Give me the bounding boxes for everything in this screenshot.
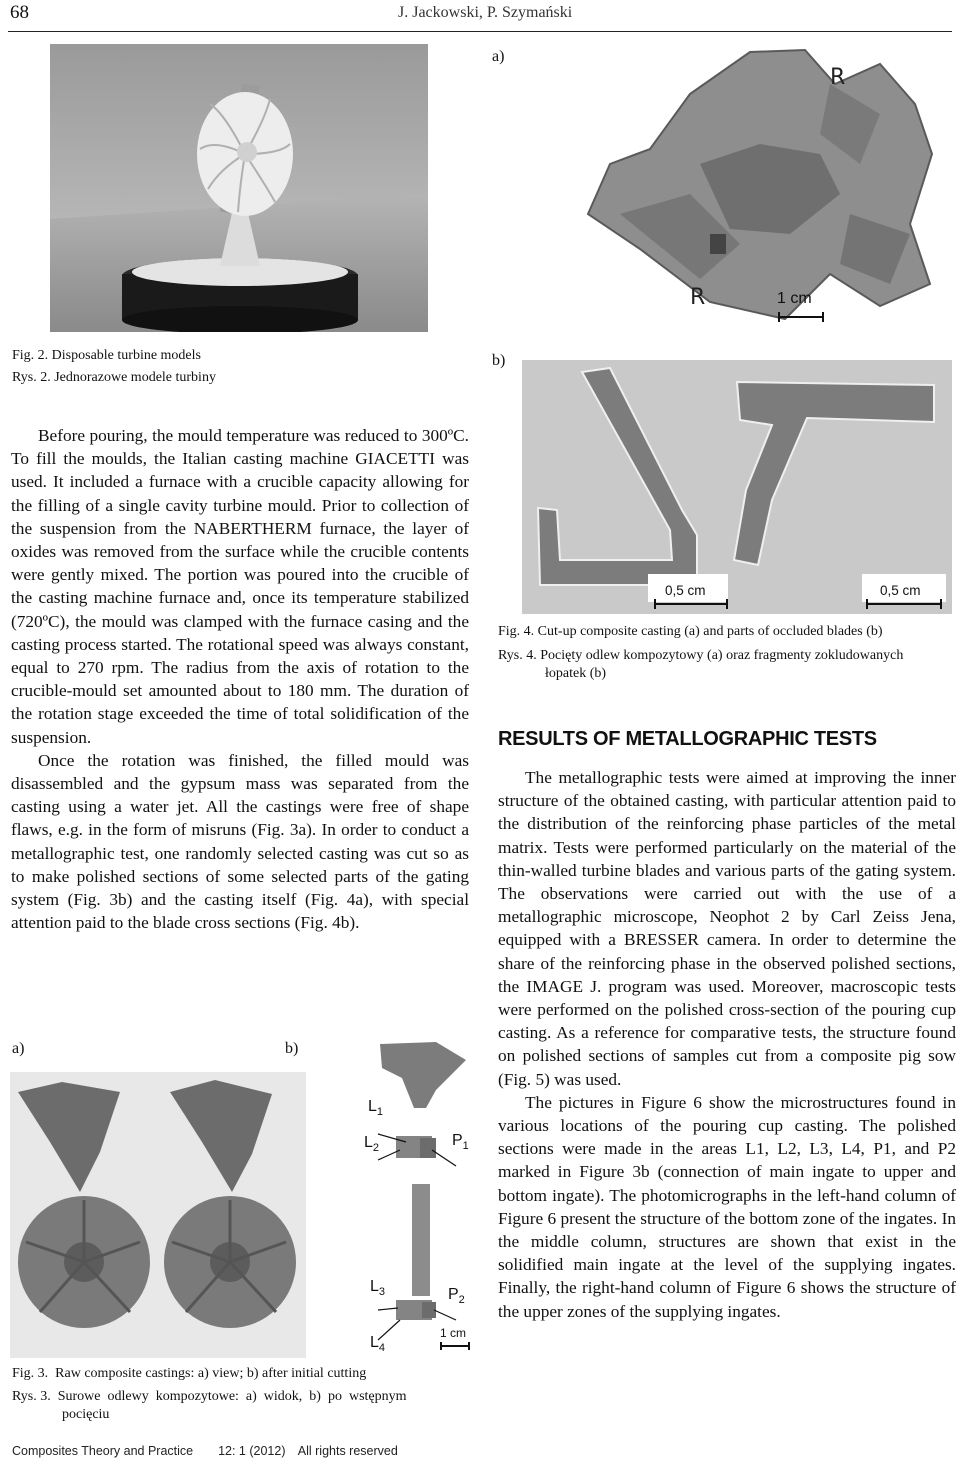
right-paragraph-2: The pictures in Figure 6 show the microstructures found in various locations of the pouring cup casting. The polished sections were made in the areas L1, L2, L3, L4, P1, and P2 marked in Figure 3b (connection of main ingate to upper and bottom ingate). The photomicrographs in the left-hand column of Figure 6 present the structure of the bottom zone of the ingates. In the middle column, structures are shown that exist in the solidified main ingate at the level of the supplying ingates. Finally, the right-hand column of Figure 6 shows the structure of the upper zones of the supplying ingates.: [498, 1092, 956, 1321]
footer-rights: All rights reserved: [297, 1444, 398, 1458]
right-column-text: [498, 766, 956, 1323]
fig2-photo: [50, 44, 428, 332]
fig3-caption-en: Fig. 3. Raw composite castings: a) view; b) after initial cutting: [12, 1366, 367, 1381]
footer: [12, 1444, 398, 1458]
fig3b-label-L2: $L_2$: [364, 1134, 380, 1155]
fig3-label-b: b): [285, 1040, 299, 1057]
left-paragraph-2: Once the rotation was finished, the filled mould was disassembled and the gypsum mass was separated from the casting using a water jet. All the castings were free of shape flaws, e.g. in the form of misruns (Fig. 3a). In order to conduct a metallographic test, one randomly selected casting was cut so as to make polished sections of some selected parts of the gating system (Fig. 3b) and the casting itself (Fig. 4a), with special attention paid to the blade cross sections (Fig. 4b).: [11, 750, 469, 933]
fig4b-scale-bar-2: [866, 599, 942, 609]
fig3b-label-L3: $L_3$: [370, 1278, 386, 1299]
svg-text:R: R: [830, 65, 846, 90]
fig4-caption-en: Fig. 4. Cut-up composite casting (a) and parts of occluded blades (b): [498, 624, 883, 639]
fig3b-label-P1: $P_1$: [452, 1132, 469, 1153]
header-rule: [8, 31, 952, 32]
fig3b-label-P2: $P_2$: [448, 1286, 465, 1307]
fig4-label-b: b): [492, 352, 506, 369]
running-head-authors: J. Jackowski, P. Szymański: [398, 4, 573, 21]
footer-journal: Composites Theory and Practice: [12, 1444, 194, 1458]
fig3b-label-L4: $L_4$: [370, 1334, 386, 1355]
section-heading: RESULTS OF METALLOGRAPHIC TESTS: [498, 728, 877, 750]
left-paragraph-1: Before pouring, the mould temperature was reduced to 300ºC. To fill the moulds, the Italian casting machine GIACETTI was used. It included a furnace with a crucible capacity allowing for the filling of a single cavity turbine mould. Prior to collection of the suspension from the NABERTHERM furnace, the layer of oxides was removed from the surface while the crucible contents were gently mixed. The portion was poured into the crucible of the casting machine furnace and, once its temperature stabilized (720ºC), the mould was clamped with the furnace casing and the casting process started. The rotational speed was always constant, equal to 270 rpm. The radius from the axis of rotation to the crucible-mould set amounted about to 180 mm. The duration of the rotation stage exceeded the time of total solidification of the suspension.: [11, 426, 469, 747]
fig4b-scale-bar-1: [654, 599, 728, 609]
fig3b-photo: [316, 1038, 476, 1362]
svg-text:R: R: [690, 285, 706, 310]
footer-volume: 12: 1 (2012): [218, 1444, 286, 1458]
fig3-caption-pl-line2: pocięciu: [62, 1407, 110, 1422]
fig2-caption-en: Fig. 2. Disposable turbine models: [12, 348, 201, 363]
fig4b-scale-label-1: 0,5 cm: [665, 583, 706, 598]
fig3b-label-L1: $L_1$: [368, 1098, 384, 1119]
fig4a-scale-bar: [778, 312, 824, 322]
fig4b-scale-label-2: 0,5 cm: [880, 583, 921, 598]
fig4b-photo: [522, 360, 952, 614]
fig3a-photo: [10, 1072, 306, 1358]
fig3b-scale-label: 1 cm: [440, 1326, 467, 1340]
fig4a-scale-label: 1 cm: [777, 290, 812, 307]
fig3-label-a: a): [12, 1040, 25, 1057]
fig4-caption-pl-line1: Rys. 4. Pocięty odlew kompozytowy (a) oraz fragmenty zokludowanych: [498, 648, 904, 663]
fig3b-scale-bar: [440, 1342, 470, 1350]
page-number: 68: [10, 2, 29, 23]
fig4-caption-pl-line2: łopatek (b): [545, 666, 607, 681]
fig4-label-a: a): [492, 48, 505, 65]
left-column-text: [11, 424, 469, 934]
fig3-caption-pl-line1: Rys. 3. Surowe odlewy kompozytowe: a) widok, b) po wstępnym: [12, 1389, 407, 1404]
fig2-caption-pl: Rys. 2. Jednorazowe modele turbiny: [12, 370, 216, 385]
fig4a-photo: [580, 44, 952, 336]
right-paragraph-1: The metallographic tests were aimed at improving the inner structure of the obtained casting, with particular attention paid to the distribution of the reinforcing phase particles of the metal matrix. Tests were performed particularly on the material of the thin-walled turbine blades and various parts of the gating system. The observations were carried out with the use of a metallographic microscope, Neophot 2 by Carl Zeiss Jena, equipped with a BRESSER camera. In order to determine the share of the reinforcing phase in the observed polished sections, the IMAGE J. program was used. Moreover, macroscopic tests were performed on the polished cross-section of the pouring cup casting. As a reference for comparative tests, the structure found on polished sections of samples cut from a composite pig sow (Fig. 5) was used.: [498, 768, 956, 1089]
